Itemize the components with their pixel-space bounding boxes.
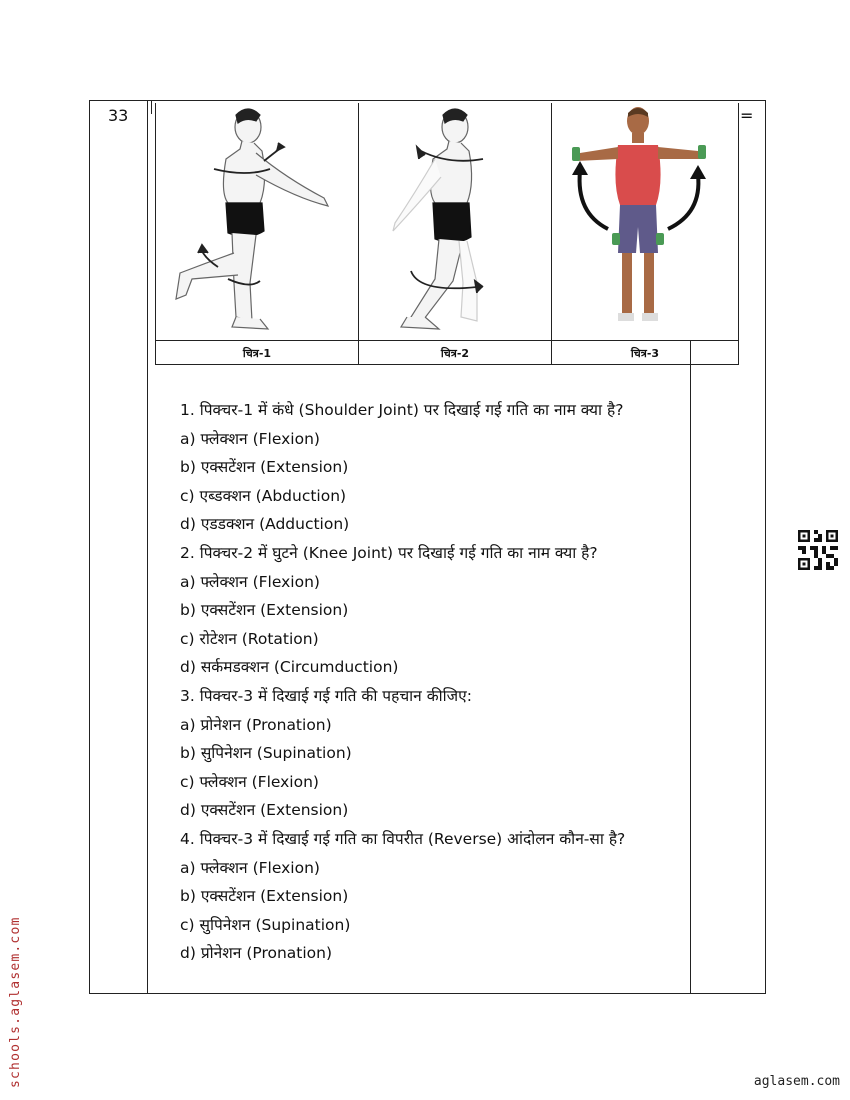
question-2-option-a: a) फ्लेक्शन (Flexion) (180, 572, 320, 591)
figure-3-illustration (552, 103, 738, 340)
watermark-text: schools.aglasem.com (8, 916, 23, 1088)
question-3-option-b: b) सुपिनेशन (Supination) (180, 744, 352, 763)
question-2-option-c: c) रोटेशन (Rotation) (180, 629, 319, 648)
question-3-option-c: c) फ्लेक्शन (Flexion) (180, 772, 319, 791)
table-right-border (765, 100, 766, 994)
question-3-option-a: a) प्रोनेशन (Pronation) (180, 715, 332, 734)
number-column-divider (147, 100, 148, 994)
number-column-divider-2 (151, 100, 152, 114)
question-1-option-a: a) फ्लेक्शन (Flexion) (180, 429, 320, 448)
table-left-border (89, 100, 90, 994)
question-3-text: 3. पिक्चर-3 में दिखाई गई गति की पहचान कीजिए: (180, 686, 472, 705)
question-2-option-b: b) एक्सटेंशन (Extension) (180, 601, 349, 620)
question-2-text: 2. पिक्चर-2 में घुटने (Knee Joint) पर दिखाई गई गति का नाम क्या है? (180, 543, 598, 562)
question-4-option-d: d) प्रोनेशन (Pronation) (180, 944, 333, 963)
figure-1-illustration (156, 103, 358, 340)
question-3-option-d: d) एक्सटेंशन (Extension) (180, 801, 349, 820)
figure-3-caption: चित्र-3 (630, 347, 660, 360)
question-1-option-c: c) एब्डक्शन (Abduction) (180, 486, 347, 505)
question-4-text: 4. पिक्चर-3 में दिखाई गई गति का विपरीत (Reverse) आंदोलन कौन-सा है? (180, 829, 626, 848)
table-bottom-border (89, 993, 765, 994)
figure-1-caption: चित्र-1 (242, 347, 272, 360)
question-4-option-c: c) सुपिनेशन (Supination) (180, 915, 351, 934)
figure-2-illustration (359, 103, 551, 340)
figure-table-bottom (155, 364, 738, 365)
question-list (180, 396, 670, 968)
marks-column-divider (690, 332, 691, 994)
figure-table-mid (155, 340, 738, 341)
table-top-border (89, 100, 765, 101)
question-1-option-b: b) एक्सटेंशन (Extension) (180, 458, 349, 477)
qr-code-icon (798, 530, 838, 570)
question-1-text: 1. पिक्चर-1 में कंधे (Shoulder Joint) पर दिखाई गई गति का नाम क्या है? (180, 401, 624, 419)
figure-3 (552, 103, 738, 340)
figure-2-caption: चित्र-2 (440, 347, 470, 360)
question-1-option-d: d) एडडक्शन (Adduction) (180, 515, 350, 534)
question-number: 33 (108, 106, 129, 125)
question-2-option-d: d) सर्कमडक्शन (Circumduction) (180, 658, 399, 677)
site-name: aglasem.com (753, 1074, 840, 1089)
question-4-option-a: a) फ्लेक्शन (Flexion) (180, 858, 320, 877)
figure-2 (359, 103, 551, 340)
figure-1 (156, 103, 358, 340)
question-4-option-b: b) एक्सटेंशन (Extension) (180, 887, 349, 906)
marks-equals: = (740, 106, 754, 125)
figure-table-right (738, 103, 739, 365)
